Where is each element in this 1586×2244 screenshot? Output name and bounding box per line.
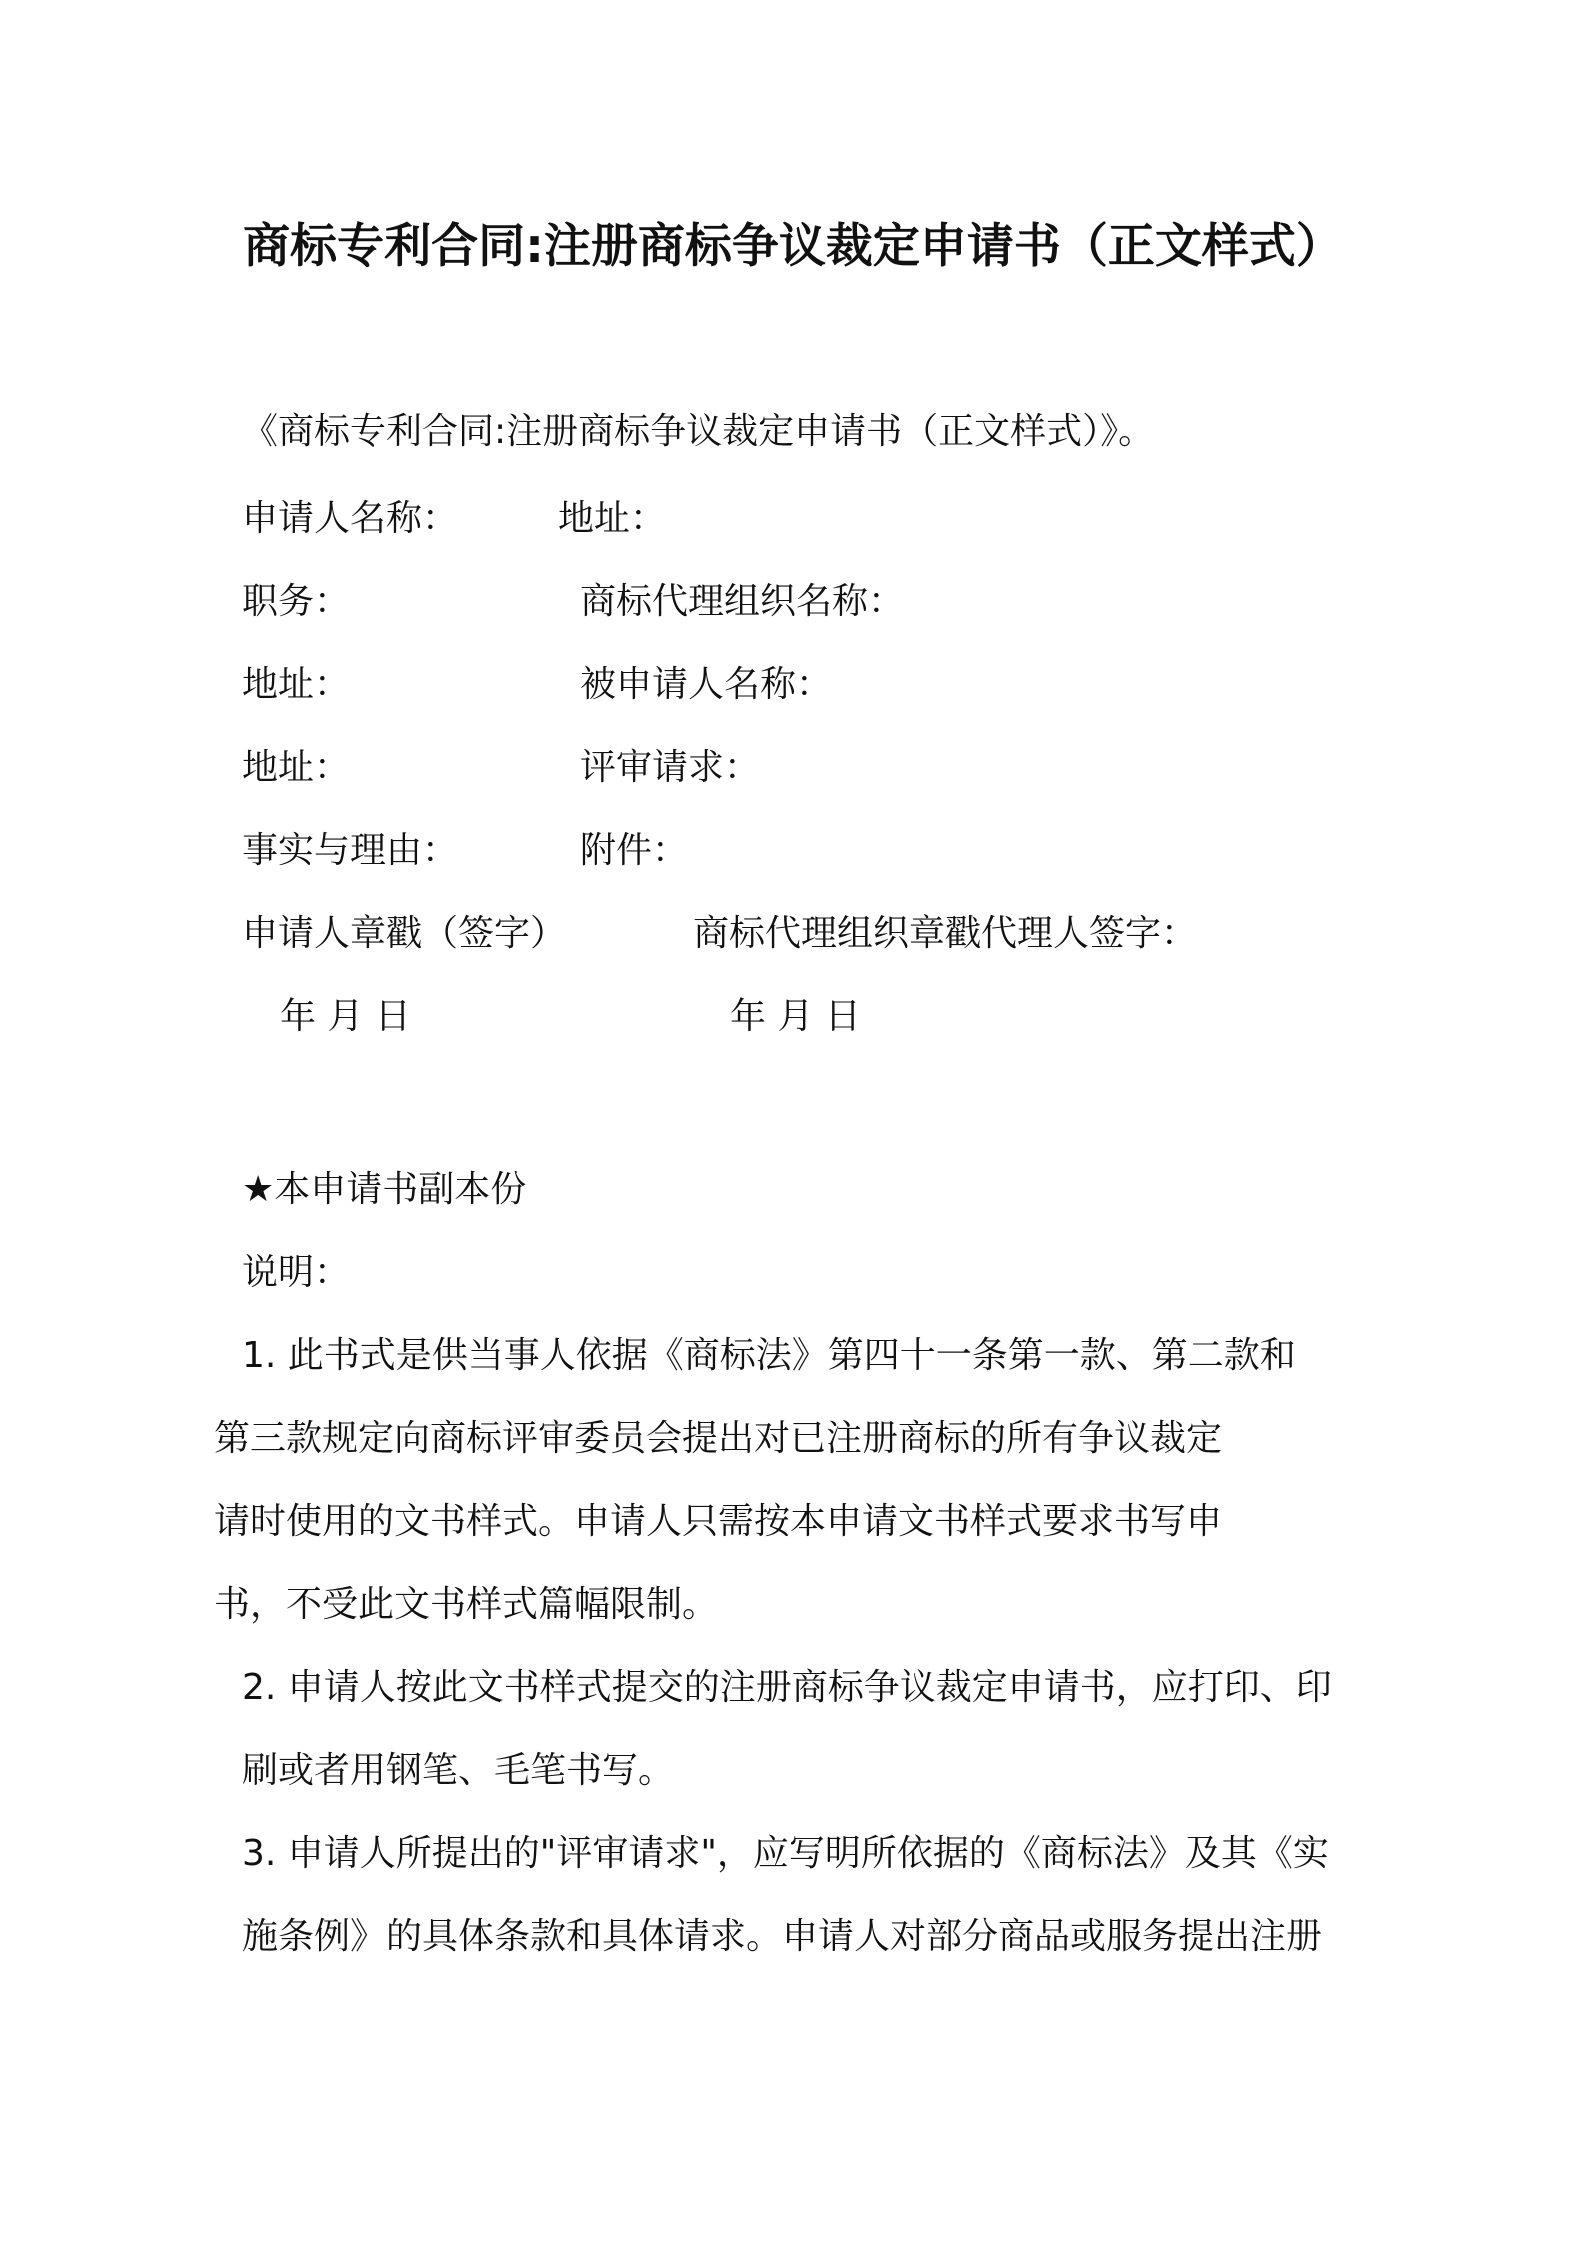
attachments-label: 附件： (580, 830, 689, 871)
position-label: 职务： (242, 581, 351, 622)
respondent-name-label: 被申请人名称： (580, 664, 833, 705)
address-label-2: 地址： (242, 664, 351, 705)
copies-note: ★本申请书副本份 (242, 1169, 527, 1210)
note-line: 第三款规定向商标评审委员会提出对已注册商标的所有争议裁定 (214, 1418, 1223, 1459)
note-line: 1. 此书式是供当事人依据《商标法》第四十一条第一款、第二款和 (242, 1335, 1296, 1376)
note-line: 2. 申请人按此文书样式提交的注册商标争议裁定申请书，应打印、印 (242, 1667, 1332, 1708)
agent-seal-label: 商标代理组织章戳代理人签字： (693, 913, 1198, 954)
note-line: 书，不受此文书样式篇幅限制。 (214, 1584, 719, 1625)
intro-line: 《商标专利合同:注册商标争议裁定申请书（正文样式）》。 (242, 411, 1155, 452)
applicant-name-label: 申请人名称： (242, 498, 459, 539)
address-label-3: 地址： (242, 747, 351, 788)
agent-org-name-label: 商标代理组织名称： (580, 581, 905, 622)
note-line: 施条例》的具体条款和具体请求。申请人对部分商品或服务提出注册 (242, 1916, 1323, 1957)
facts-reasons-label: 事实与理由： (242, 830, 459, 871)
note-line: 刷或者用钢笔、毛笔书写。 (242, 1750, 675, 1791)
address-label-1: 地址： (558, 498, 667, 539)
date-right: 年 月 日 (730, 996, 861, 1037)
date-left: 年 月 日 (280, 996, 411, 1037)
document-title: 商标专利合同:注册商标争议裁定申请书（正文样式） (243, 219, 1343, 274)
note-line: 3. 申请人所提出的"评审请求"，应写明所依据的《商标法》及其《实 (242, 1833, 1329, 1874)
review-request-label: 评审请求： (580, 747, 761, 788)
explanation-label: 说明： (242, 1252, 351, 1293)
applicant-seal-label: 申请人章戳（签字） (242, 913, 567, 954)
note-line: 请时使用的文书样式。申请人只需按本申请文书样式要求书写申 (214, 1501, 1223, 1542)
